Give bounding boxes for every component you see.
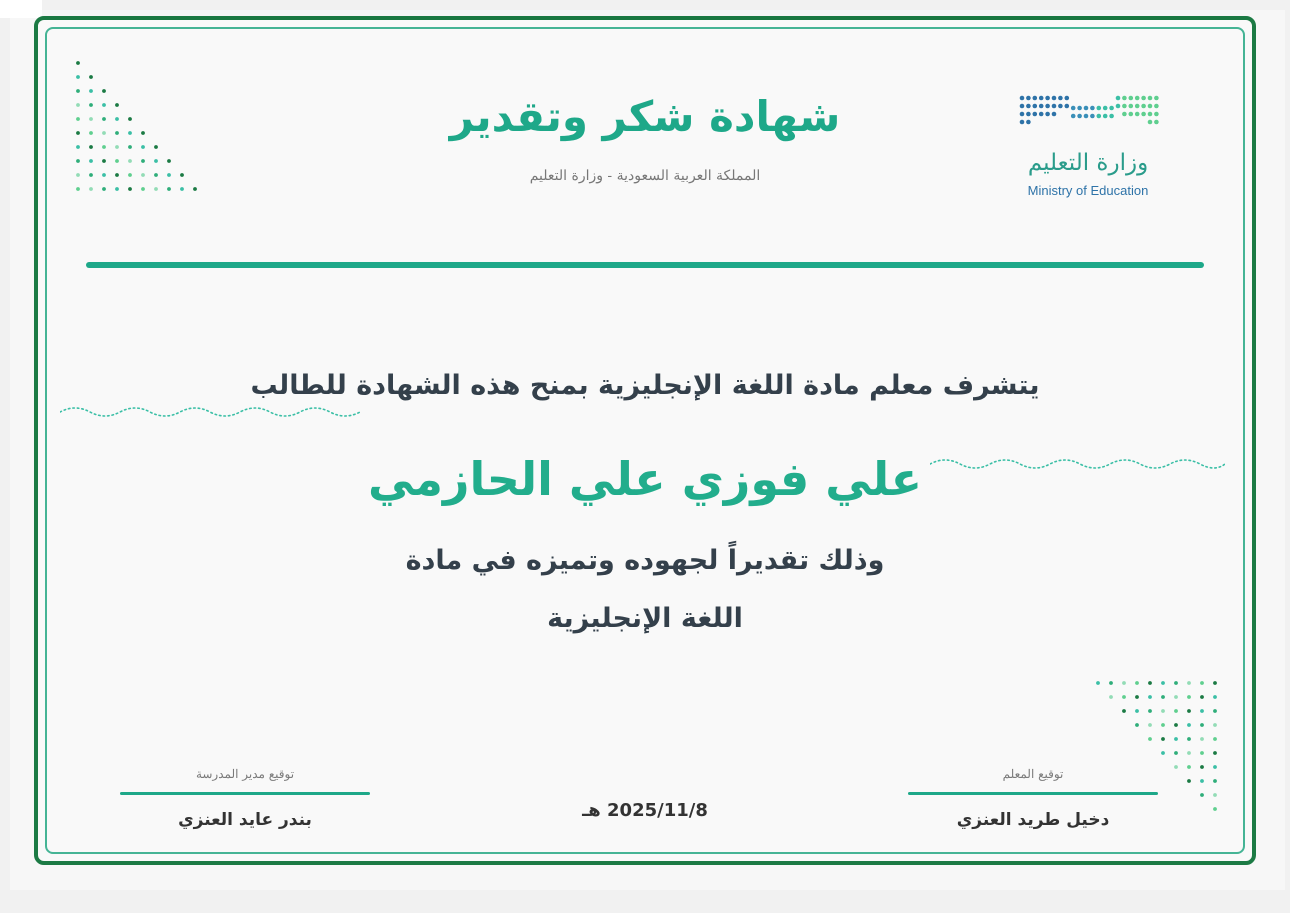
header-divider (86, 262, 1204, 268)
certificate-date: 2025/11/8 هـ (582, 800, 708, 821)
logo-arabic-text: وزارة التعليم (1027, 150, 1149, 176)
principal-signature-caption: توقيع مدير المدرسة (195, 767, 295, 781)
teacher-signature-caption: توقيع المعلم (1002, 767, 1064, 781)
certificate-title: شهادة شكر وتقدير (449, 92, 841, 141)
wavy-dotted-line-left (60, 400, 360, 422)
reason-text-line-2: اللغة الإنجليزية (547, 603, 743, 634)
principal-signature-line (120, 792, 370, 795)
teacher-signature-line (908, 792, 1158, 795)
logo-english-text: Ministry of Education (1027, 183, 1149, 198)
ministry-logo-icon (1018, 92, 1163, 137)
intro-text: يتشرف معلم مادة اللغة الإنجليزية بمنح هذه الشهادة للطالب (250, 370, 1040, 401)
student-name: علي فوزي علي الحازمي (367, 452, 923, 506)
teacher-name: دخيل طريد العنزي (956, 810, 1110, 830)
principal-name: بندر عايد العنزي (178, 810, 312, 830)
reason-text-line-1: وذلك تقديراً لجهوده وتميزه في مادة (405, 545, 885, 576)
certificate-subtitle: المملكة العربية السعودية - وزارة التعليم (529, 168, 761, 184)
top-strip (0, 0, 42, 18)
dot-pattern-bottom-right (1065, 675, 1225, 830)
dot-pattern-top-left (70, 55, 230, 210)
